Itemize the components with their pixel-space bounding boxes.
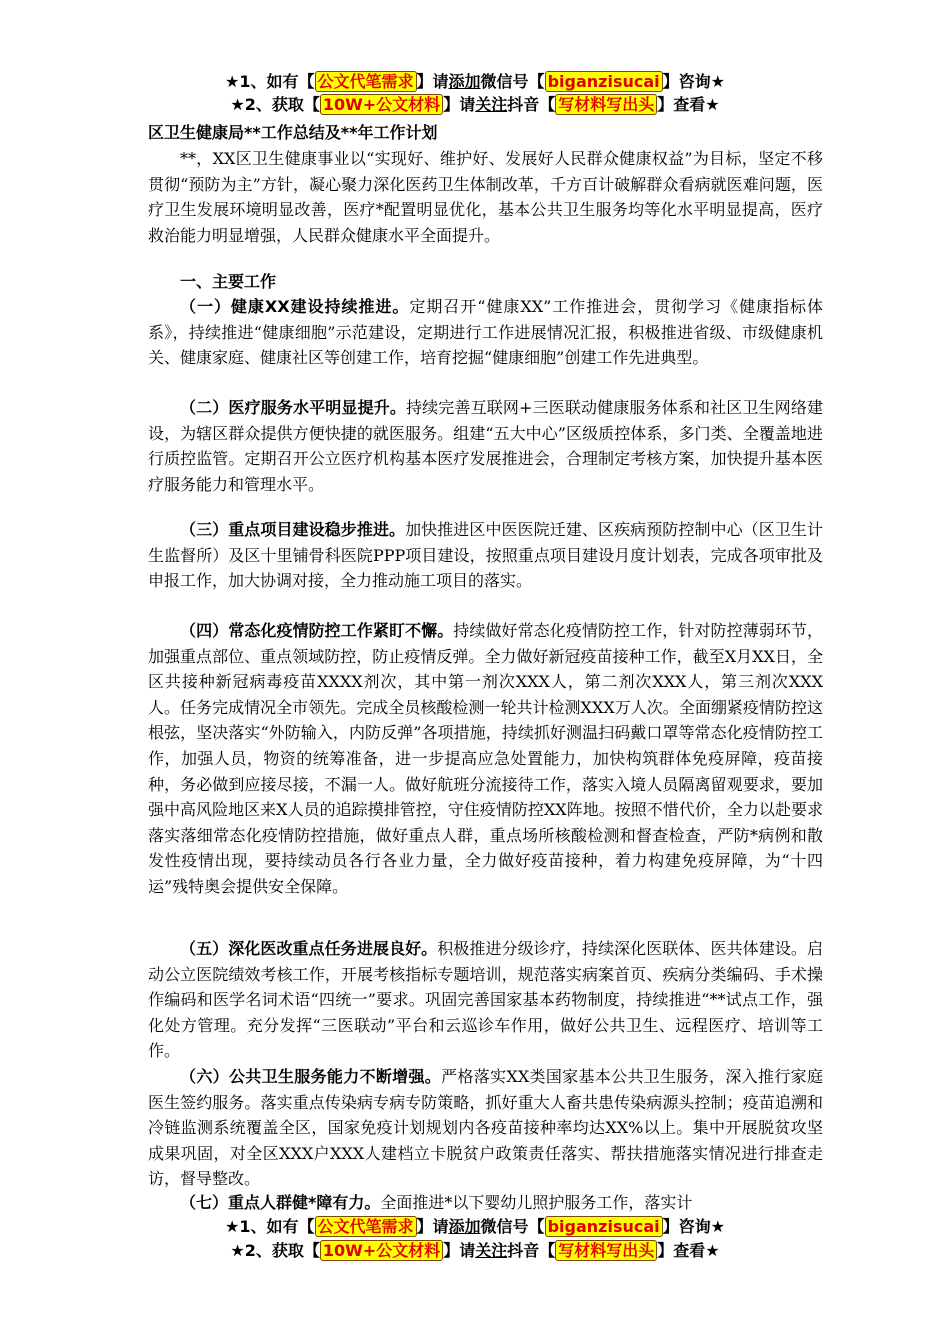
banner-text: ★2、获取【 bbox=[230, 1241, 320, 1260]
item-body: 定期召开“健康XX”工作推进会，贯彻学习《健康指标体系》，持续推进“健康细胞”示范建设，定期进行工作进展情况汇报，积极推进省级、市级健康机关、健康家庭、健康社区等创建工作，培育挖掘“健康细胞”创建工作先进典型。 bbox=[148, 297, 823, 368]
item-heading: （三）重点项目建设稳步推进。 bbox=[180, 520, 406, 539]
item-paragraph-7 bbox=[148, 1190, 823, 1216]
item-body: 严格落实XX类国家基本公共卫生服务，深入推行家庭医生签约服务。落实重点传染病专病专防策略，抓好重大人畜共患传染病源头控制；疫苗追溯和冷链监测系统覆盖全区，国家免疫计划规划内各疫苗接种率均达XX%以上。集中开展脱贫攻坚成果巩固，对全区XXX户XXX人建档立卡脱贫户政策责任落实、帮扶措施落实情况进行排查走访，督导整改。 bbox=[148, 1067, 823, 1189]
item-paragraph-4 bbox=[148, 618, 823, 900]
banner-highlight: 10W+公文材料 bbox=[320, 1240, 443, 1261]
banner-highlight: 公文代笔需求 bbox=[315, 71, 417, 92]
banner-highlight: 10W+公文材料 bbox=[320, 94, 443, 115]
banner-text: 】咨询★ bbox=[662, 72, 725, 91]
item-heading: （一）健康XX建设持续推进。 bbox=[180, 297, 410, 316]
item-paragraph-2 bbox=[148, 395, 823, 497]
promo-banner-top-2 bbox=[0, 94, 950, 116]
banner-text: 】请 bbox=[443, 1241, 476, 1260]
promo-banner-bottom-2 bbox=[0, 1240, 950, 1262]
banner-highlight: 写材料写出头 bbox=[555, 1240, 657, 1261]
banner-text: 抖音【 bbox=[507, 95, 556, 114]
item-paragraph-6 bbox=[148, 1064, 823, 1192]
item-body: 积极推进分级诊疗，持续深化医联体、医共体建设。启动公立医院绩效考核工作，开展考核指标专题培训，规范落实病案首页、疾病分类编码、手术操作编码和医学名词术语“四统一”要求。巩固完善国家基本药物制度，持续推进“**试点工作，强化处方管理。充分发挥“三医联动”平台和云巡诊车作用，做好公共卫生、远程医疗、培训等工作。 bbox=[148, 939, 823, 1061]
item-body: 持续完善互联网+三医联动健康服务体系和社区卫生网络建设，为辖区群众提供方便快捷的就医服务。组建“五大中心”区级质控体系，多门类、全覆盖地进行质控监管。定期召开公立医疗机构基本医疗发展推进会，合理制定考核方案，加快提升基本医疗服务能力和管理水平。 bbox=[148, 398, 823, 494]
banner-text: 抖音【 bbox=[507, 1241, 556, 1260]
intro-paragraph: **，XX区卫生健康事业以“实现好、维护好、发展好人民群众健康权益”为目标，坚定不移贯彻“预防为主”方针，凝心聚力深化医药卫生体制改革，千方百计破解群众看病就医难问题，医疗卫生发展环境明显改善，医疗*配置明显优化，基本公共卫生服务均等化水平明显提高，医疗救治能力明显增强，人民群众健康水平全面提升。 bbox=[148, 149, 823, 245]
banner-text: ★1、如有【 bbox=[225, 72, 315, 91]
document-title: 区卫生健康局**工作总结及**年工作计划 bbox=[148, 123, 438, 142]
banner-underlined: 添加 bbox=[448, 72, 481, 91]
promo-banner-bottom-1 bbox=[0, 1216, 950, 1238]
banner-text: 】请 bbox=[416, 72, 449, 91]
banner-underlined: 关注 bbox=[475, 1241, 508, 1260]
banner-highlight: biganzisucai bbox=[545, 1216, 663, 1237]
item-paragraph-1 bbox=[148, 294, 823, 371]
item-heading: （二）医疗服务水平明显提升。 bbox=[180, 398, 406, 417]
banner-text: ★2、获取【 bbox=[230, 95, 320, 114]
banner-text: 】查看★ bbox=[657, 95, 720, 114]
item-paragraph-5 bbox=[148, 936, 823, 1064]
banner-text: 】请 bbox=[443, 95, 476, 114]
banner-highlight: 公文代笔需求 bbox=[315, 1216, 417, 1237]
banner-text: 】请 bbox=[416, 1217, 449, 1236]
item-heading: （四）常态化疫情防控工作紧盯不懈。 bbox=[180, 621, 454, 640]
banner-text: ★1、如有【 bbox=[225, 1217, 315, 1236]
item-heading: （七）重点人群健*障有力。 bbox=[180, 1193, 381, 1212]
banner-underlined: 添加 bbox=[448, 1217, 481, 1236]
item-body: 全面推进*以下婴幼儿照护服务工作，落实计 bbox=[380, 1193, 693, 1212]
banner-highlight: biganzisucai bbox=[545, 71, 663, 92]
promo-banner-top-1 bbox=[0, 71, 950, 93]
banner-text: 】查看★ bbox=[657, 1241, 720, 1260]
banner-underlined: 关注 bbox=[475, 95, 508, 114]
banner-text: 微信号【 bbox=[480, 1217, 545, 1236]
item-paragraph-3 bbox=[148, 517, 823, 594]
item-heading: （六）公共卫生服务能力不断增强。 bbox=[180, 1067, 442, 1086]
banner-text: 】咨询★ bbox=[662, 1217, 725, 1236]
item-body: 持续做好常态化疫情防控工作，针对防控薄弱环节，加强重点部位、重点领域防控，防止疫情反弹。全力做好新冠疫苗接种工作，截至X月XX日，全区共接种新冠病毒疫苗XXXX剂次，其中第一剂次XXX人，第二剂次XXX人，第三剂次XXX人。任务完成情况全市领先。完成全员核酸检测一轮共计检测XXX万人次。全面绷紧疫情防控这根弦，坚决落实“外防输入，内防反弹”各项措施，持续抓好测温扫码戴口罩等常态化疫情防控工作，加强人员，物资的统筹准备，进一步提高应急处置能力，加快构筑群体免疫屏障，疫苗接种，务必做到应接尽接，不漏一人。做好航班分流接待工作，落实入境人员隔离留观要求，要加强中高风险地区来X人员的追踪摸排管控，守住疫情防控XX阵地。按照不惜代价，全力以赴要求落实落细常态化疫情防控措施，做好重点人群，重点场所核酸检测和督查检查，严防*病例和散发性疫情出现，要持续动员各行各业力量，全力做好疫苗接种，着力构建免疫屏障，为“十四运”残特奥会提供安全保障。 bbox=[148, 621, 823, 896]
banner-text: 微信号【 bbox=[480, 72, 545, 91]
item-body: 加快推进区中医医院迁建、区疾病预防控制中心（区卫生计生监督所）及区十里铺骨科医院PPP项目建设，按照重点项目建设月度计划表，完成各项审批及申报工作，加大协调对接，全力推动施工项目的落实。 bbox=[148, 520, 823, 591]
banner-highlight: 写材料写出头 bbox=[555, 94, 657, 115]
item-heading: （五）深化医改重点任务进展良好。 bbox=[180, 939, 438, 958]
section-heading: 一、主要工作 bbox=[180, 272, 277, 291]
